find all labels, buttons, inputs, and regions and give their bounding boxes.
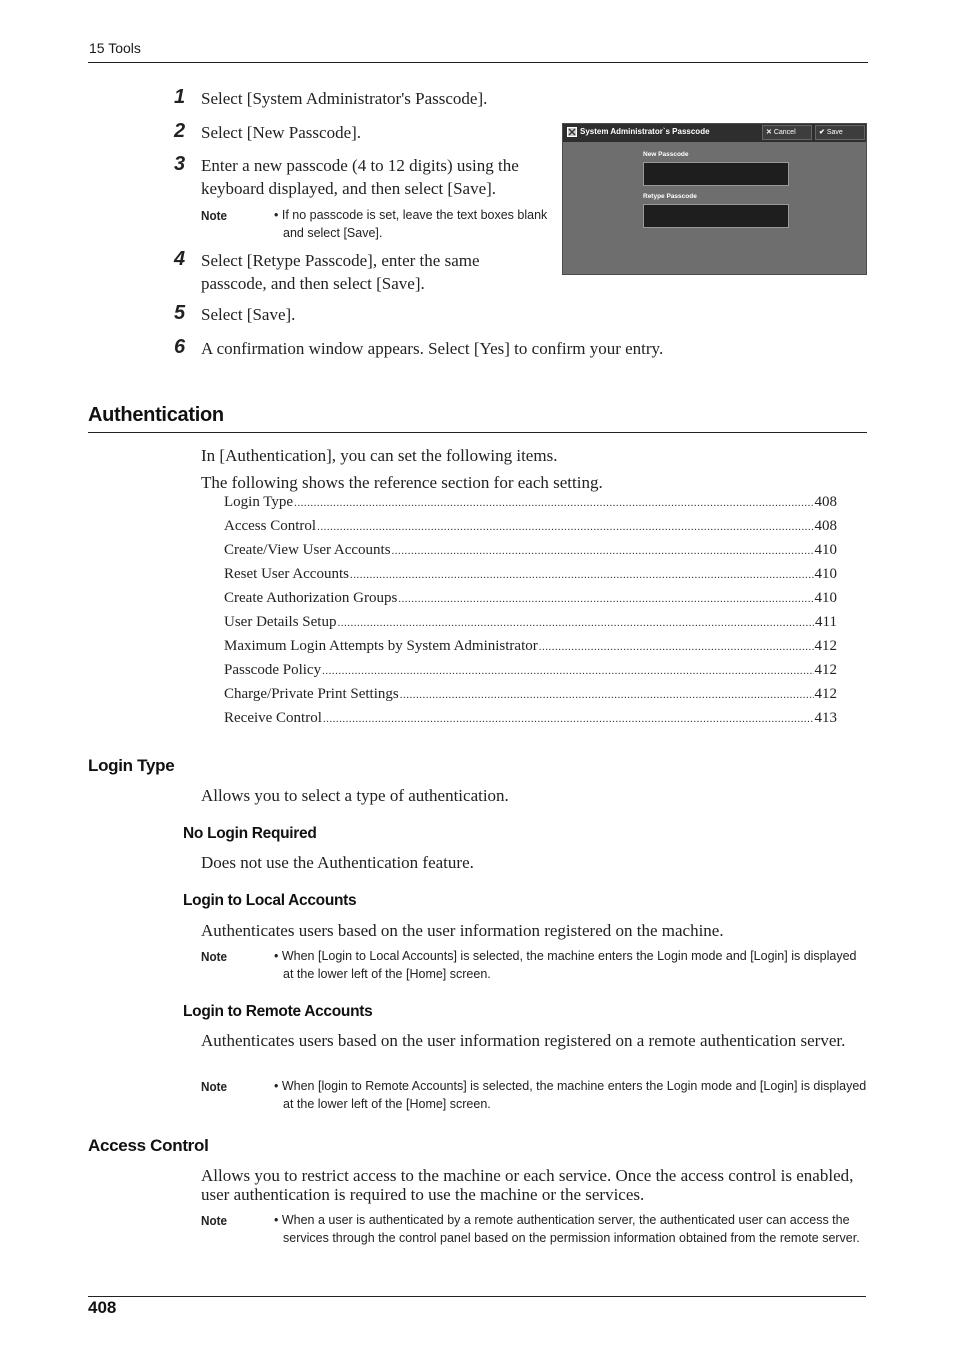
toc-item-page: 412 [814,662,837,678]
toc-leader [317,521,813,533]
toc-item[interactable] [224,710,837,734]
toc-item[interactable] [224,566,837,590]
new-passcode-label: New Passcode [643,151,689,158]
step-5-number: 5 [174,302,186,324]
toc-leader [323,713,814,725]
step-1-text: Select [System Administrator's Passcode]. [201,89,488,108]
toc-item-title: Passcode Policy [224,662,322,678]
no-login-heading: No Login Required [183,825,317,842]
toc-item-title: Create/View User Accounts [224,542,391,558]
local-accounts-note: • When [Login to Local Accounts] is selected, the machine enters the Login mode and [Login] is displayed at the lower left of the [Home] screen. [274,949,857,981]
authentication-rule [88,432,867,433]
save-button-label: Save [826,129,843,136]
remote-accounts-note-label: Note [201,1079,228,1094]
authentication-intro-1: In [Authentication], you can set the following items. [201,446,558,465]
toc-item[interactable] [224,590,837,614]
toc-item-page: 412 [814,686,837,702]
toc-item-page: 413 [814,710,837,726]
access-control-text: Allows you to restrict access to the machine or each service. Once the access control is enabled, user authentication is required to use the machine or the services. [201,1166,854,1204]
step-4-text: Select [Retype Passcode], enter the same passcode, and then select [Save]. [201,251,480,293]
close-icon: ✕ [766,129,772,136]
remote-accounts-text: Authenticates users based on the user information registered on a remote authentication server. [201,1031,846,1050]
toc-item-title: Login Type [224,494,294,510]
login-type-text: Allows you to select a type of authentication. [201,786,509,805]
toc-item-page: 408 [814,494,837,510]
step-5-text: Select [Save]. [201,305,296,324]
login-type-heading: Login Type [88,756,175,775]
save-button[interactable] [815,125,865,140]
header-rule [88,62,868,63]
cancel-button[interactable] [762,125,812,140]
toc-leader [337,617,814,629]
step-3-note-text: • If no passcode is set, leave the text boxes blank and select [Save]. [274,208,548,240]
step-6-number: 6 [174,336,186,358]
toc-item-title: Receive Control [224,710,322,726]
authentication-heading: Authentication [88,404,224,426]
toc-item[interactable] [224,542,837,566]
step-2-number: 2 [174,120,186,142]
toc-item-title: Maximum Login Attempts by System Administrator [224,638,538,654]
access-control-note: • When a user is authenticated by a remote authentication server, the authenticated user can access the services through the control panel based on the permission information obtained from the remote server. [274,1213,860,1245]
toc-leader [398,593,813,605]
footer-rule [88,1296,866,1297]
toc-item-title: Reset User Accounts [224,566,349,582]
step-1-number: 1 [174,86,186,108]
toc-item[interactable] [224,662,837,686]
toc-item[interactable] [224,638,837,662]
toc-leader [322,665,813,677]
access-control-note-label: Note [201,1213,228,1228]
running-header: 15 Tools [89,40,141,56]
toc-item-title: Charge/Private Print Settings [224,686,399,702]
toc-leader [539,641,814,653]
toc-item-page: 410 [814,542,837,558]
toc-item-page: 411 [815,614,837,630]
authentication-intro-2: The following shows the reference section for each setting. [201,473,603,492]
toc-item-title: Create Authorization Groups [224,590,398,606]
toc-leader [392,545,814,557]
toc-item-page: 412 [814,638,837,654]
local-accounts-text: Authenticates users based on the user information registered on the machine. [201,921,724,940]
toc-item-page: 408 [814,518,837,534]
retype-passcode-label: Retype Passcode [643,193,697,200]
access-control-heading: Access Control [88,1136,209,1155]
local-accounts-heading: Login to Local Accounts [183,892,357,909]
remote-accounts-note: • When [login to Remote Accounts] is selected, the machine enters the Login mode and [Login] is displayed at the lower left of the [Home] screen. [274,1079,867,1111]
new-passcode-field[interactable] [643,162,789,186]
toc-item-title: Access Control [224,518,317,534]
step-3-note-label: Note [201,208,228,223]
checkmark-icon: ✔ [819,129,825,136]
local-accounts-note-label: Note [201,949,228,964]
toc-item-page: 410 [814,590,837,606]
authentication-toc [224,494,837,734]
toc-item[interactable] [224,686,837,710]
step-2-text: Select [New Passcode]. [201,123,362,142]
no-login-text: Does not use the Authentication feature. [201,853,474,872]
toc-item[interactable] [224,518,837,542]
toc-leader [350,569,814,581]
remote-accounts-heading: Login to Remote Accounts [183,1003,373,1020]
page-number: 408 [88,1298,117,1317]
step-3-number: 3 [174,153,186,175]
toc-item-title: User Details Setup [224,614,337,630]
panel-title: System Administrator`s Passcode [580,127,710,136]
toc-item[interactable] [224,494,837,518]
passcode-screen-illustration [562,123,867,275]
passcode-icon [567,127,577,137]
retype-passcode-field[interactable] [643,204,789,228]
panel-title-bar [563,124,866,142]
step-3-text: Enter a new passcode (4 to 12 digits) using the keyboard displayed, and then select [Save]. [201,156,519,198]
toc-leader [294,497,813,509]
toc-item-page: 410 [814,566,837,582]
cancel-button-label: Cancel [773,129,796,136]
toc-leader [400,689,814,701]
step-4-number: 4 [174,248,186,270]
step-6-text: A confirmation window appears. Select [Yes] to confirm your entry. [201,339,664,358]
toc-item[interactable] [224,614,837,638]
